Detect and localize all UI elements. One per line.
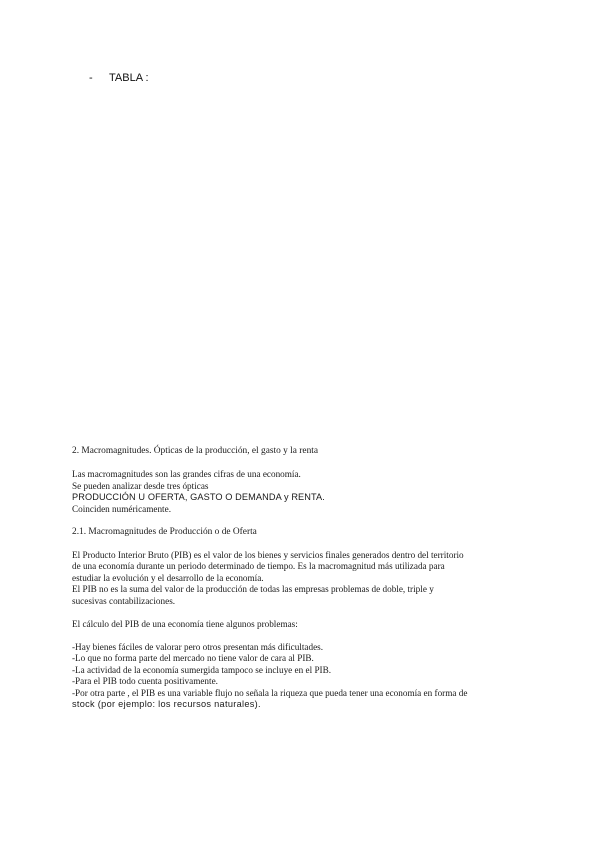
problem-item: -Hay bienes fáciles de valorar pero otros presentan más dificultades. <box>72 641 324 652</box>
pib-definition-line-2: de una economía durante un periodo determinado de tiempo. Es la macromagnitud más utilizada para <box>72 561 445 571</box>
pib-definition-line-3: estudiar la evolución y el desarrollo de la economía. <box>72 572 264 583</box>
pib-not-sum-line-2: sucesivas contabilizaciones. <box>72 595 176 606</box>
tabla-bullet-item <box>89 72 149 84</box>
pib-definition-line-1: El Producto Interior Bruto (PIB) es el valor de los bienes y servicios finales generados dentro del territorio <box>72 549 464 560</box>
section-2-heading: 2. Macromagnitudes. Ópticas de la producción, el gasto y la renta <box>72 446 319 456</box>
document-body <box>72 446 532 711</box>
problem-item: -La actividad de la economía sumergida tampoco se incluye en el PIB. <box>72 664 332 675</box>
problem-item: -Lo que no forma parte del mercado no tiene valor de cara al PIB. <box>72 653 314 663</box>
section-2-1-heading: 2.1. Macromagnitudes de Producción o de Oferta <box>72 526 257 537</box>
pib-not-sum-line-1: El PIB no es la suma del valor de la producción de todas las empresas problemas de doble, triple y <box>72 584 434 594</box>
intro-line-4: Coinciden numéricamente. <box>72 503 171 514</box>
problem-item-last-line-1: -Por otra parte , el PIB es una variable flujo no señala la riqueza que pueda tener una economía en forma de <box>72 687 468 698</box>
tabla-label: TABLA : <box>109 72 149 84</box>
problem-item-last-line-2: stock (por ejemplo: los recursos naturales). <box>72 699 261 709</box>
bullet-dash: - <box>89 72 93 84</box>
intro-line-2: Se pueden analizar desde tres ópticas <box>72 480 209 491</box>
problem-item: -Para el PIB todo cuenta positivamente. <box>72 676 218 686</box>
intro-line-3-optics: PRODUCCIÓN U OFERTA, GASTO O DEMANDA y RENTA. <box>72 492 325 502</box>
intro-line-1: Las macromagnitudes son las grandes cifras de una economía. <box>72 469 301 479</box>
problems-intro: El cálculo del PIB de una economía tiene algunos problemas: <box>72 618 298 629</box>
